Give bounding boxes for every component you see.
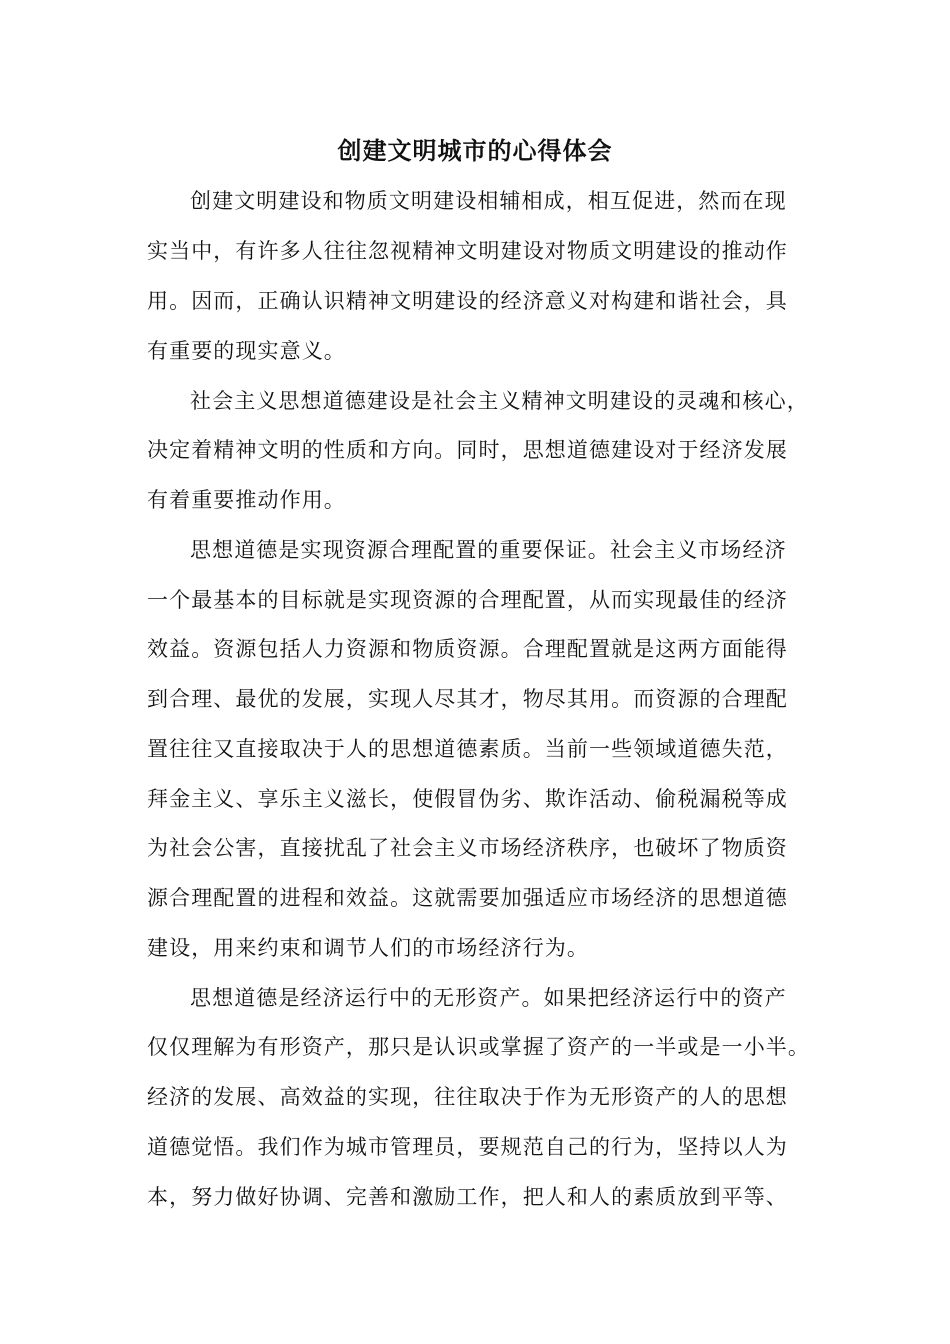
paragraph-line: 置往往又直接取决于人的思想道德素质。当前一些领域道德失范， (147, 737, 788, 761)
paragraph-line: 社会主义思想道德建设是社会主义精神文明建设的灵魂和核心， (190, 389, 809, 413)
paragraph-line: 创建文明建设和物质文明建设相辅相成，相互促进，然而在现 (190, 189, 787, 213)
paragraph-line: 拜金主义、享乐主义滋长，使假冒伪劣、欺诈活动、偷税漏税等成 (147, 787, 788, 811)
paragraph-line: 有着重要推动作用。 (147, 488, 346, 512)
paragraph-line: 到合理、最优的发展，实现人尽其才，物尽其用。而资源的合理配 (147, 687, 788, 711)
paragraph-line: 用。因而，正确认识精神文明建设的经济意义对构建和谐社会，具 (147, 289, 788, 313)
paragraph-line: 有重要的现实意义。 (147, 339, 346, 363)
paragraph-line: 经济的发展、高效益的实现，往往取决于作为无形资产的人的思想 (147, 1085, 788, 1109)
document-title: 创建文明城市的心得体会 (337, 136, 613, 165)
paragraph-line: 决定着精神文明的性质和方向。同时，思想道德建设对于经济发展 (147, 438, 788, 462)
paragraph-line: 为社会公害，直接扰乱了社会主义市场经济秩序，也破坏了物质资 (147, 836, 788, 860)
paragraph-line: 源合理配置的进程和效益。这就需要加强适应市场经济的思想道德 (147, 886, 788, 910)
paragraph-line: 道德觉悟。我们作为城市管理员，要规范自己的行为，坚持以人为 (147, 1135, 788, 1159)
paragraph-line: 思想道德是实现资源合理配置的重要保证。社会主义市场经济 (190, 538, 787, 562)
paragraph-line: 实当中，有许多人往往忽视精神文明建设对物质文明建设的推动作 (147, 239, 788, 263)
paragraph-line: 建设，用来约束和调节人们的市场经济行为。 (147, 936, 589, 960)
paragraph-line: 本，努力做好协调、完善和激励工作，把人和人的素质放到平等、 (147, 1185, 788, 1209)
paragraph-line: 思想道德是经济运行中的无形资产。如果把经济运行中的资产 (190, 986, 787, 1010)
paragraph-line: 效益。资源包括人力资源和物质资源。合理配置就是这两方面能得 (147, 637, 788, 661)
paragraph-line: 仅仅理解为有形资产，那只是认识或掌握了资产的一半或是一小半。 (147, 1035, 810, 1059)
paragraph-line: 一个最基本的目标就是实现资源的合理配置，从而实现最佳的经济 (147, 588, 788, 612)
